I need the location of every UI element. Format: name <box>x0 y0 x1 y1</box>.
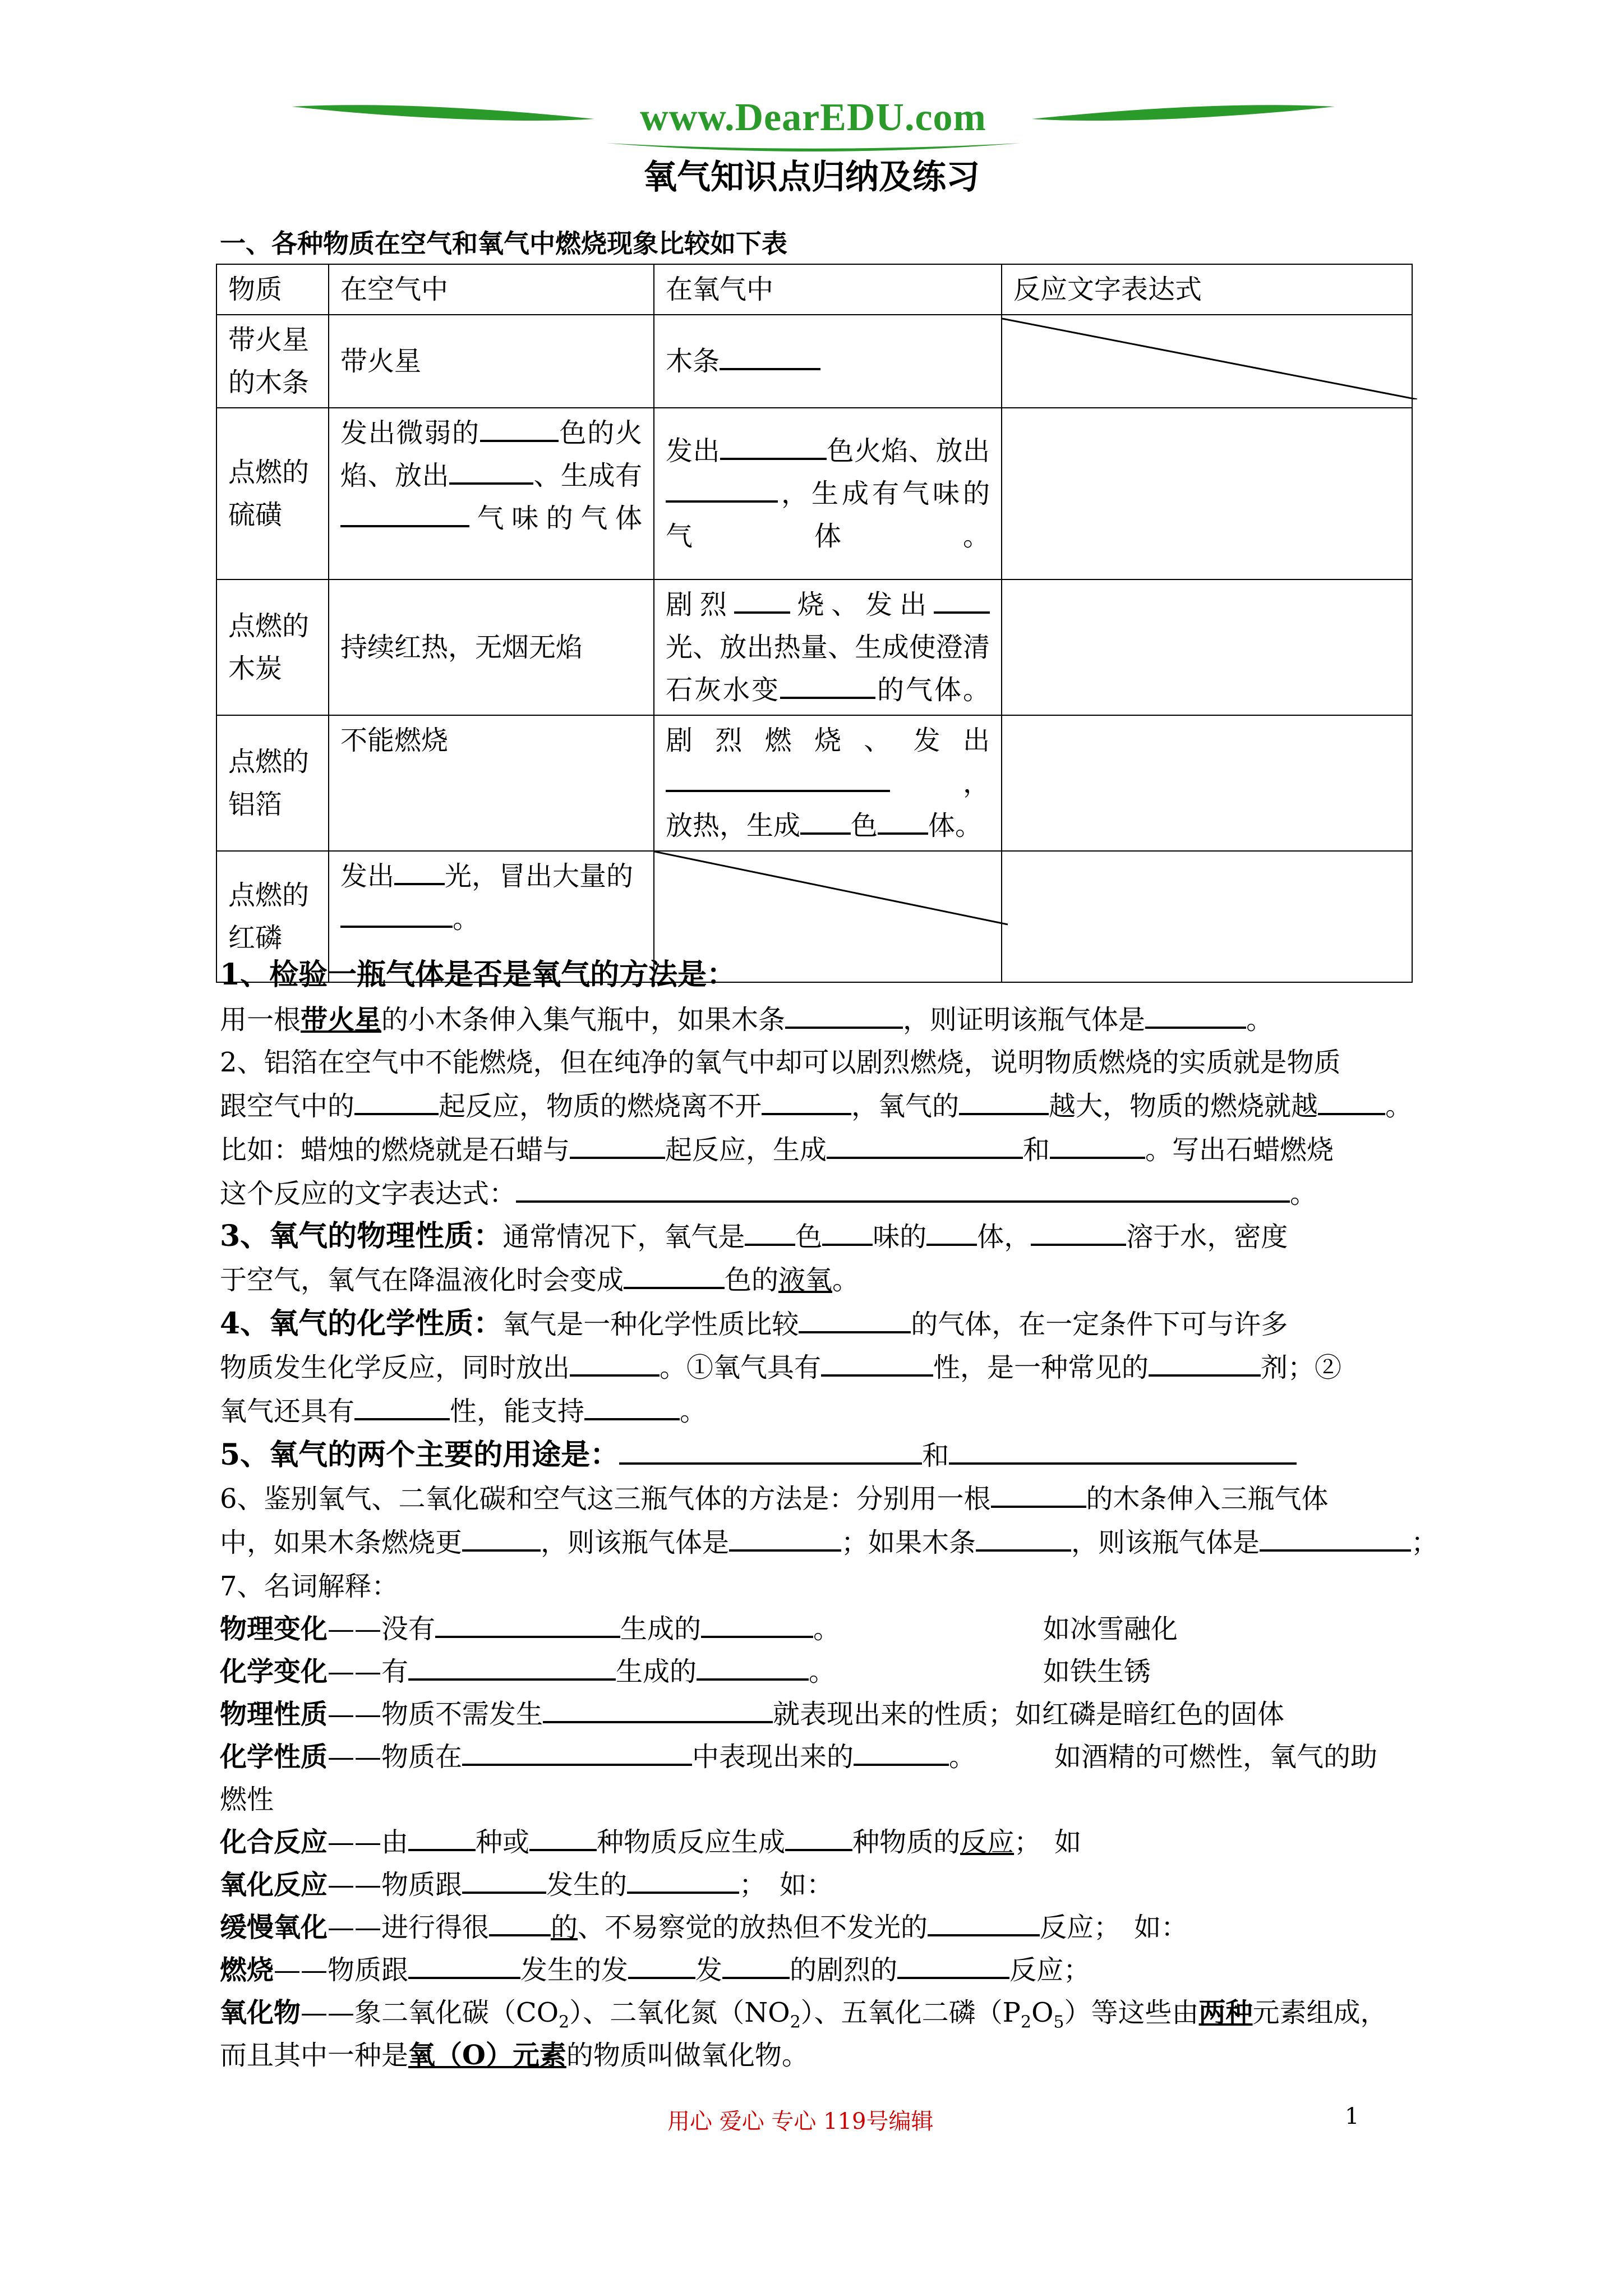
cell-air: 不能燃烧 <box>329 715 654 851</box>
fill-blank[interactable] <box>1260 1527 1411 1552</box>
q3-line1: 3、氧气的物理性质：通常情况下，氧气是 色 味的 体， 溶于水，密度 <box>220 1219 1288 1253</box>
def-oxidation-reaction: 氧化反应——物质跟 发生的 ； 如： <box>220 1869 834 1901</box>
fill-blank[interactable] <box>516 1178 1290 1203</box>
fill-blank[interactable] <box>854 1741 949 1766</box>
cell-air: 持续红热，无烟无焰 <box>329 579 654 715</box>
section-heading: 一、各种物质在空气和氧气中燃烧现象比较如下表 <box>220 228 787 259</box>
fill-blank[interactable] <box>926 1221 977 1246</box>
cell-equation[interactable] <box>1002 715 1412 851</box>
fill-blank[interactable] <box>570 1134 665 1159</box>
cell-air: 带火星 <box>329 315 654 408</box>
q7-heading: 7、名词解释： <box>220 1571 399 1602</box>
fill-blank[interactable] <box>1149 1352 1261 1377</box>
fill-blank[interactable] <box>340 903 453 928</box>
fill-blank[interactable] <box>934 589 990 614</box>
fill-blank[interactable] <box>666 478 778 503</box>
def-oxide-cont: 而且其中一种是氧（O）元素的物质叫做氧化物。 <box>220 2040 809 2071</box>
fill-blank[interactable] <box>1145 1004 1246 1029</box>
fill-blank[interactable] <box>762 1091 851 1115</box>
fill-blank[interactable] <box>959 1091 1049 1115</box>
q2-line1: 2、铝箔在空气中不能燃烧，但在纯净的氧气中却可以剧烈燃烧，说明物质燃烧的实质就是物质 <box>220 1047 1341 1078</box>
fill-blank[interactable] <box>435 1613 620 1638</box>
diagonal-strike <box>1002 315 1417 399</box>
fill-blank[interactable] <box>720 346 820 370</box>
fill-blank[interactable] <box>489 1912 551 1936</box>
fill-blank[interactable] <box>822 1221 873 1246</box>
fill-blank[interactable] <box>734 589 790 614</box>
fill-blank[interactable] <box>785 1004 903 1029</box>
cell-air: 发出微弱的 色的火焰、放出 、生成有气味的气体 <box>329 408 654 579</box>
col-header-oxygen: 在氧气中 <box>654 264 1002 315</box>
q1-text: 用一根带火星的小木条伸入集气瓶中，如果木条 ，则证明该瓶气体是 。 <box>220 1004 1274 1036</box>
fill-blank[interactable] <box>543 1699 773 1723</box>
cell-oxygen: 剧烈 烧、发出光、放出热量、生成使澄清石灰水变 的气体。 <box>654 579 1002 715</box>
cell-substance: 点燃的铝箔 <box>216 715 329 851</box>
fill-blank[interactable] <box>800 810 851 835</box>
fill-blank[interactable] <box>408 1656 616 1681</box>
fill-blank[interactable] <box>878 810 928 835</box>
fill-blank[interactable] <box>827 1134 1023 1159</box>
fill-blank[interactable] <box>584 1396 680 1420</box>
page-title: 氧气知识点归纳及练习 <box>643 158 980 197</box>
footer-text: 用心 爱心 专心 119号编辑 <box>667 2109 934 2134</box>
table-row <box>216 579 1412 715</box>
fill-blank[interactable] <box>928 1912 1040 1936</box>
q6-line1: 6、鉴别氧气、二氧化碳和空气这三瓶气体的方法是：分别用一根 的木条伸入三瓶气体 <box>220 1483 1329 1515</box>
table-row <box>216 408 1412 579</box>
def-chemical-change: 化学变化——有 生成的 。 <box>220 1656 836 1687</box>
fill-blank[interactable] <box>462 1527 541 1552</box>
site-url: www.DearEDU.com <box>640 96 986 139</box>
fill-blank[interactable] <box>1318 1091 1385 1115</box>
fill-blank[interactable] <box>354 1091 439 1115</box>
cell-substance: 点燃的硫磺 <box>216 408 329 579</box>
def-example: 如冰雪融化 <box>1043 1613 1178 1645</box>
def-combination-reaction: 化合反应——由 种或 种物质反应生成 种物质的反应； 如 <box>220 1826 1082 1858</box>
cell-equation[interactable] <box>1002 408 1412 579</box>
def-combustion: 燃烧——物质跟 发生的发 发 的剧烈的 反应； <box>220 1954 1091 1986</box>
cell-air: 发出 光，冒出大量的 。 <box>329 851 654 982</box>
fill-blank[interactable] <box>976 1527 1071 1552</box>
fill-blank[interactable] <box>949 1440 1297 1465</box>
def-oxide: 氧化物——象二氧化碳$(CO_2)$、二氧化氮$(NO_2)$、五氧化二磷$(P_2O_5)$等这些由两种元素组成， <box>220 1997 1387 2032</box>
table-row <box>216 715 1412 851</box>
cell-substance: 点燃的红磷 <box>216 851 329 982</box>
def-physical-property: 物理性质——物质不需发生 就表现出来的性质；如红磷是暗红色的固体 <box>220 1699 1285 1730</box>
fill-blank[interactable] <box>570 1352 660 1377</box>
table-header-row <box>216 264 1412 315</box>
q2-line3: 比如：蜡烛的燃烧就是石蜡与 起反应，生成 和 。写出石蜡燃烧 <box>220 1134 1334 1166</box>
fill-blank[interactable] <box>394 861 445 885</box>
fill-blank[interactable] <box>628 1954 695 1979</box>
fill-blank[interactable] <box>624 1264 725 1289</box>
q4-line2: 物质发生化学反应，同时放出 。①氧气具有 性，是一种常见的 剂；② <box>220 1352 1342 1383</box>
fill-blank[interactable] <box>729 1527 841 1552</box>
q3-line2: 于空气，氧气在降温液化时会变成 色的液氧。 <box>220 1264 860 1296</box>
fill-blank[interactable] <box>449 460 533 485</box>
col-header-substance: 物质 <box>216 264 329 315</box>
col-header-equation: 反应文字表达式 <box>1002 264 1412 315</box>
fill-blank[interactable] <box>1031 1221 1126 1246</box>
combustion-table <box>216 264 1413 983</box>
def-slow-oxidation: 缓慢氧化——进行得很 的、不易察觉的放热但不发光的 反应； 如： <box>220 1912 1188 1943</box>
fill-blank[interactable] <box>666 767 890 792</box>
fill-blank[interactable] <box>780 674 875 699</box>
def-example-cont: 燃性 <box>220 1784 274 1815</box>
cell-substance: 点燃的木炭 <box>216 579 329 715</box>
def-chemical-property: 化学性质——物质在 中表现出来的 。 <box>220 1741 976 1773</box>
fill-blank[interactable] <box>991 1483 1086 1508</box>
cell-equation[interactable] <box>1002 851 1412 982</box>
q4-line3: 氧气还具有 性，能支持 。 <box>220 1396 707 1427</box>
fill-blank[interactable] <box>785 1826 852 1851</box>
def-example: 如铁生锈 <box>1043 1656 1151 1687</box>
q5-line: 5、氧气的两个主要的用途是： 和 <box>220 1434 1297 1477</box>
q1-heading: 1、检验一瓶气体是否是氧气的方法是： <box>220 958 736 992</box>
page-number: 1 <box>1345 2104 1359 2129</box>
fill-blank[interactable] <box>722 1954 790 1979</box>
fill-blank[interactable] <box>720 435 827 460</box>
fill-blank[interactable] <box>1050 1134 1145 1159</box>
cell-equation[interactable] <box>1002 579 1412 715</box>
col-header-air: 在空气中 <box>329 264 654 315</box>
cell-oxygen: 木条 <box>654 315 1002 408</box>
fill-blank[interactable] <box>745 1221 795 1246</box>
fill-blank[interactable] <box>354 1396 450 1420</box>
q4-line1: 4、氧气的化学性质：氧气是一种化学性质比较 的气体，在一定条件下可与许多 <box>220 1306 1288 1341</box>
def-physical-change: 物理变化——没有 生成的 。 <box>220 1613 841 1645</box>
fill-blank[interactable] <box>480 417 559 442</box>
fill-blank[interactable] <box>697 1656 809 1681</box>
fill-blank[interactable] <box>897 1954 1009 1979</box>
fill-blank[interactable] <box>529 1826 597 1851</box>
fill-blank[interactable] <box>340 503 469 527</box>
cell-equation-crossed <box>1002 315 1412 408</box>
fill-blank[interactable] <box>701 1613 813 1638</box>
fill-blank[interactable] <box>619 1440 922 1465</box>
q2-line4: 这个反应的文字表达式： 。 <box>220 1178 1317 1209</box>
q6-line2: 中，如果木条燃烧更 ，则该瓶气体是 ；如果木条 ，则该瓶气体是 ； <box>220 1527 1438 1558</box>
fill-blank[interactable] <box>627 1869 739 1894</box>
q2-line2: 跟空气中的 起反应，物质的燃烧离不开 ，氧气的 越大，物质的燃烧就越 。 <box>220 1091 1413 1122</box>
fill-blank[interactable] <box>462 1741 692 1766</box>
table-row <box>216 315 1412 408</box>
cell-substance: 带火星的木条 <box>216 315 329 408</box>
cell-oxygen: 剧烈燃烧、发出， 放热，生成 色 体。 <box>654 715 1002 851</box>
fill-blank[interactable] <box>799 1309 911 1333</box>
cell-oxygen: 发出 色火焰、放出，生成有气味的气体。 <box>654 408 1002 579</box>
fill-blank[interactable] <box>408 1954 520 1979</box>
def-example: 如酒精的可燃性，氧气的助 <box>1054 1741 1378 1773</box>
fill-blank[interactable] <box>462 1869 546 1894</box>
fill-blank[interactable] <box>821 1352 933 1377</box>
fill-blank[interactable] <box>408 1826 476 1851</box>
